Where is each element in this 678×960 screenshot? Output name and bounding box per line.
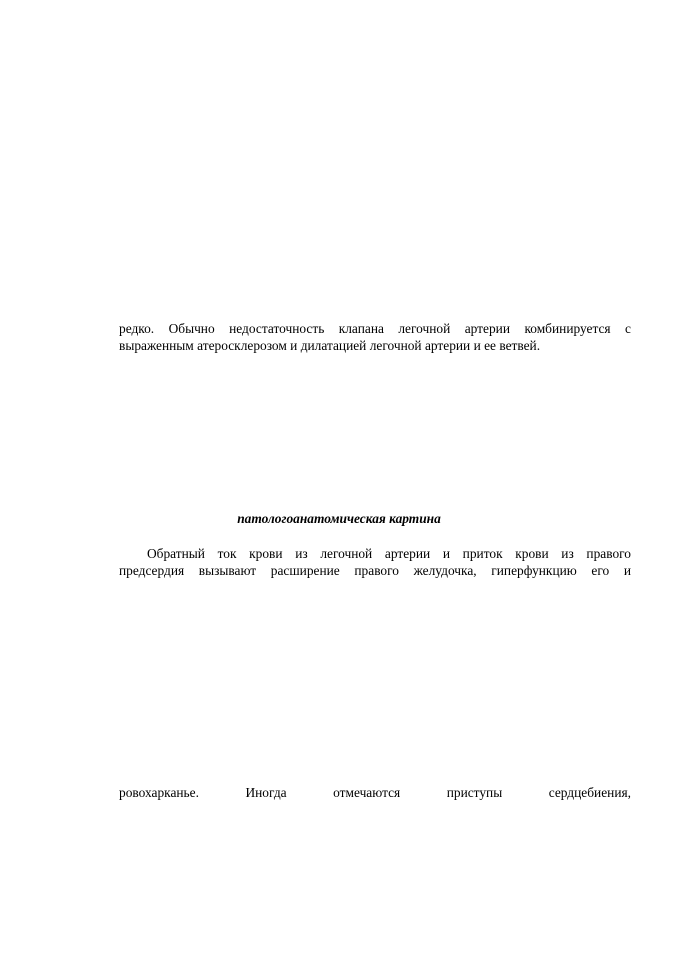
paragraph-2-line-1: Обратный ток крови из легочной артерии и приток крови из правого	[147, 546, 631, 561]
paragraph-1	[119, 320, 631, 354]
paragraph-3-word: сердцебиения,	[548, 785, 631, 800]
paragraph-1-line-1: редко. Обычно недостаточность клапана легочной артерии комбинируется с	[119, 321, 631, 336]
paragraph-3-word: приступы	[446, 785, 503, 800]
paragraph-3	[119, 784, 631, 801]
paragraph-3-word: Иногда	[245, 785, 287, 800]
paragraph-3-word: ровохарканье.	[119, 785, 199, 800]
paragraph-2-line-2: предсердия вызывают расширение правого желудочка, гиперфункцию его и	[119, 563, 631, 578]
paragraph-3-word: отмечаются	[333, 785, 401, 800]
section-heading: патологоанатомическая картина	[237, 511, 441, 526]
paragraph-1-line-2: выраженным атеросклерозом и дилатацией легочной артерии и ее ветвей.	[119, 338, 541, 353]
paragraph-2	[119, 545, 631, 579]
